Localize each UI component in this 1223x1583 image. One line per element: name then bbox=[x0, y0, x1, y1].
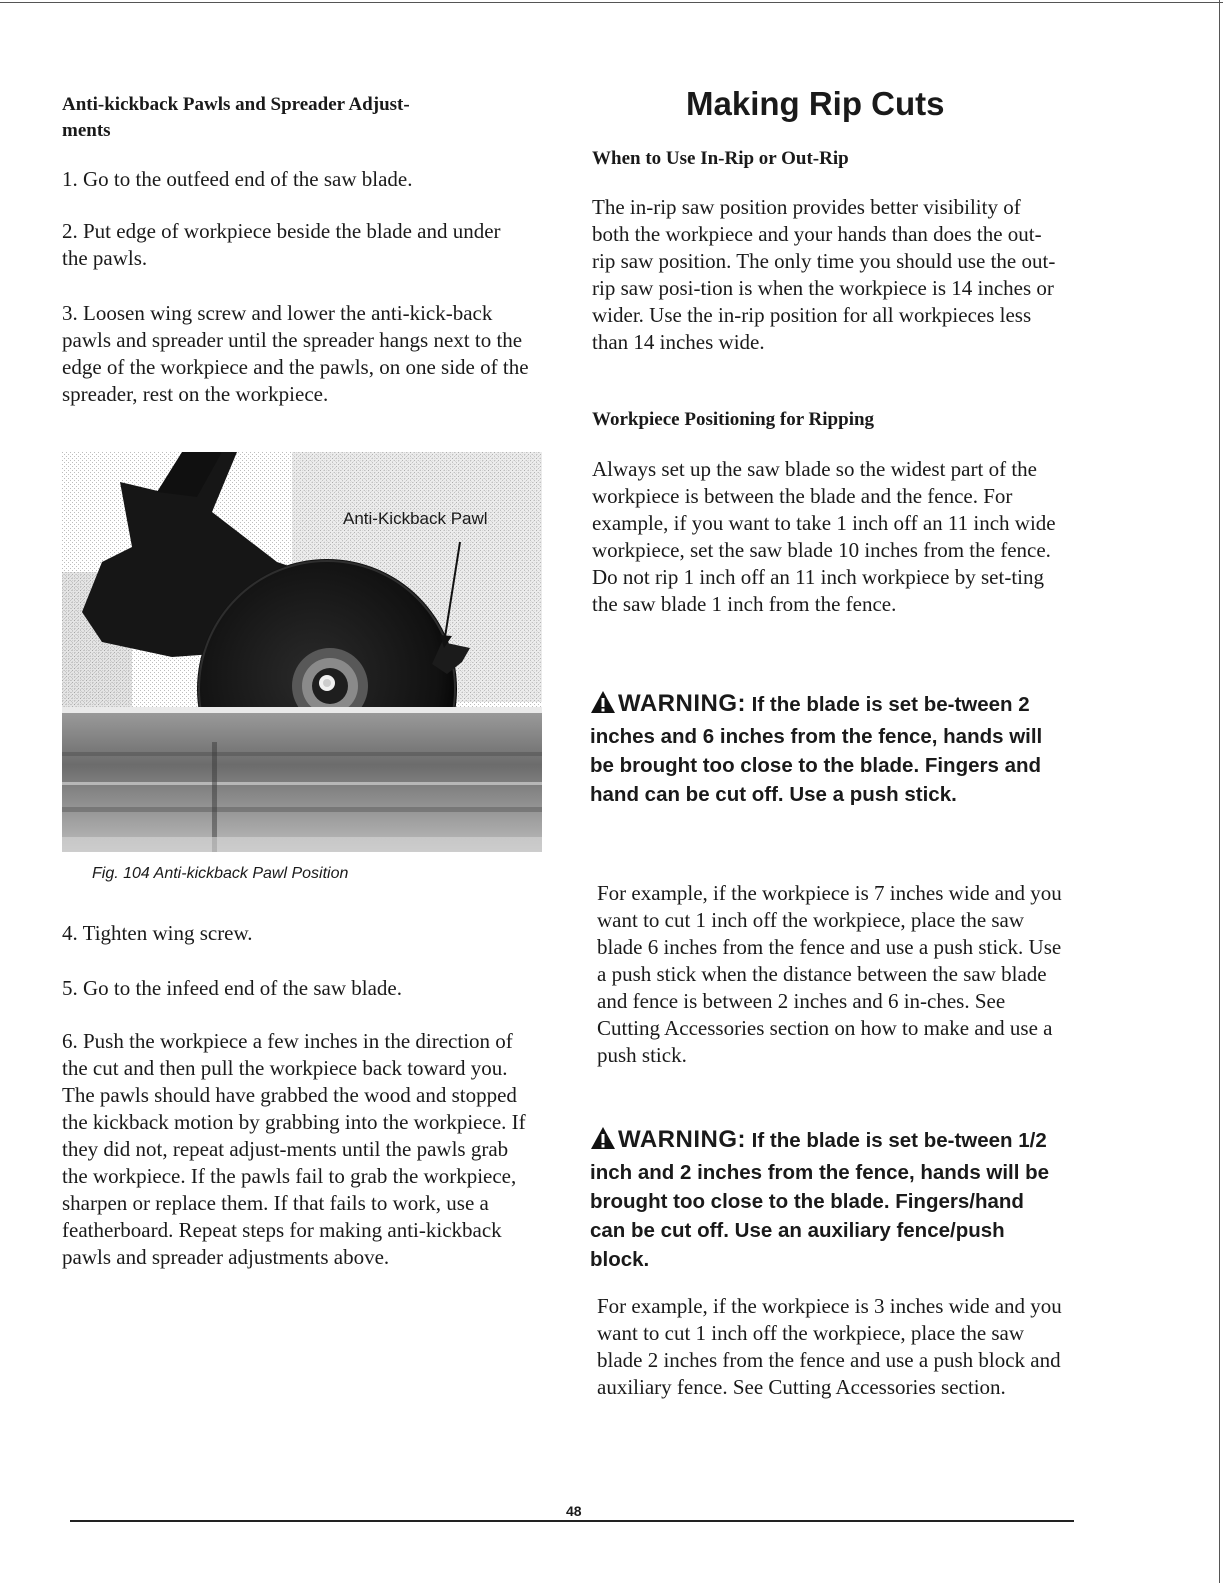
footer-rule bbox=[70, 1520, 1074, 1522]
workpiece-positioning-heading: Workpiece Positioning for Ripping bbox=[592, 409, 875, 430]
example-push-block: For example, if the workpiece is 3 inches wide and you want to cut 1 inch off the workpiece, place the saw blade 2 inches from the fence and use a push block and auxiliary fence. See Cutting Accessories section. bbox=[597, 1294, 1062, 1399]
step-1: 1. Go to the outfeed end of the saw blade. bbox=[62, 167, 413, 191]
warning-label: WARNING: bbox=[618, 1126, 746, 1153]
step-5: 5. Go to the infeed end of the saw blade. bbox=[62, 976, 402, 1000]
warning-triangle-icon bbox=[590, 690, 616, 722]
adjustments-heading: Anti-kickback Pawls and Spreader Adjust- ments bbox=[62, 94, 410, 141]
in-rip-out-rip-heading: When to Use In-Rip or Out-Rip bbox=[592, 148, 849, 169]
workpiece-positioning-text: Always set up the saw blade so the widest part of the workpiece is between the blade and the fence. For example, if you want to take 1 inch off an 11 inch wide workpiece, set the saw blade 10 inches from the fence. Do not rip 1 inch off an 11 inch workpiece by set-ting the saw blade 1 inch from the fence. bbox=[592, 457, 1056, 616]
example-push-stick: For example, if the workpiece is 7 inches wide and you want to cut 1 inch off the workpiece, place the saw blade 6 inches from the fence and use a push stick. Use a push stick when the distance between the saw blade and fence is between 2 inches and 6 in-ches. See Cutting Accessories section on how to make and use a push stick. bbox=[597, 881, 1062, 1067]
warning-triangle-icon bbox=[590, 1126, 616, 1158]
warning-label: WARNING: bbox=[618, 690, 746, 717]
step-4: 4. Tighten wing screw. bbox=[62, 921, 253, 945]
anti-kickback-pawl-label: Anti-Kickback Pawl bbox=[343, 509, 488, 528]
warning-text: If the blade is set be-tween 2 inches and 6 inches from the fence, hands will be brought too close to the blade. Fingers and hand can be cut off. Use a push stick. bbox=[590, 693, 1043, 806]
step-2: 2. Put edge of workpiece beside the blade and under the pawls. bbox=[62, 219, 501, 270]
page-number: 48 bbox=[566, 1503, 582, 1519]
page-title: Making Rip Cuts bbox=[686, 85, 945, 122]
in-rip-out-rip-text: The in-rip saw position provides better visibility of both the workpiece and your hands than does the out-rip saw position. The only time you should use the out-rip saw posi-tion is when the workpiece is 14 inches or wider. Use the in-rip position for all workpieces less than 14 inches wide. bbox=[592, 195, 1056, 354]
page-right-edge bbox=[1219, 0, 1220, 1583]
warning-push-block bbox=[590, 1125, 1060, 1274]
page-top-edge bbox=[0, 2, 1223, 3]
step-3: 3. Loosen wing screw and lower the anti-kick-back pawls and spreader until the spreader hangs next to the edge of the workpiece and the pawls, on one side of the spreader, rest on the workpiece. bbox=[62, 301, 529, 406]
warning-push-stick bbox=[590, 689, 1060, 809]
warning-text: If the blade is set be-tween 1/2 inch and 2 inches from the fence, hands will be brought too close to the blade. Fingers/hand can be cut off. Use an auxiliary fence/push block. bbox=[590, 1129, 1050, 1271]
figure-caption: Fig. 104 Anti-kickback Pawl Position bbox=[92, 865, 349, 882]
step-6: 6. Push the workpiece a few inches in the direction of the cut and then pull the workpiece back toward you. The pawls should have grabbed the wood and stopped the kickback motion by grabbing into the workpiece. If they did not, repeat adjust-ments until the pawls grab the workpiece. If the pawls fail to grab the workpiece, sharpen or replace them. If that fails to work, use a featherboard. Repeat steps for making anti-kickback pawls and spreader adjustments above. bbox=[62, 1029, 526, 1269]
